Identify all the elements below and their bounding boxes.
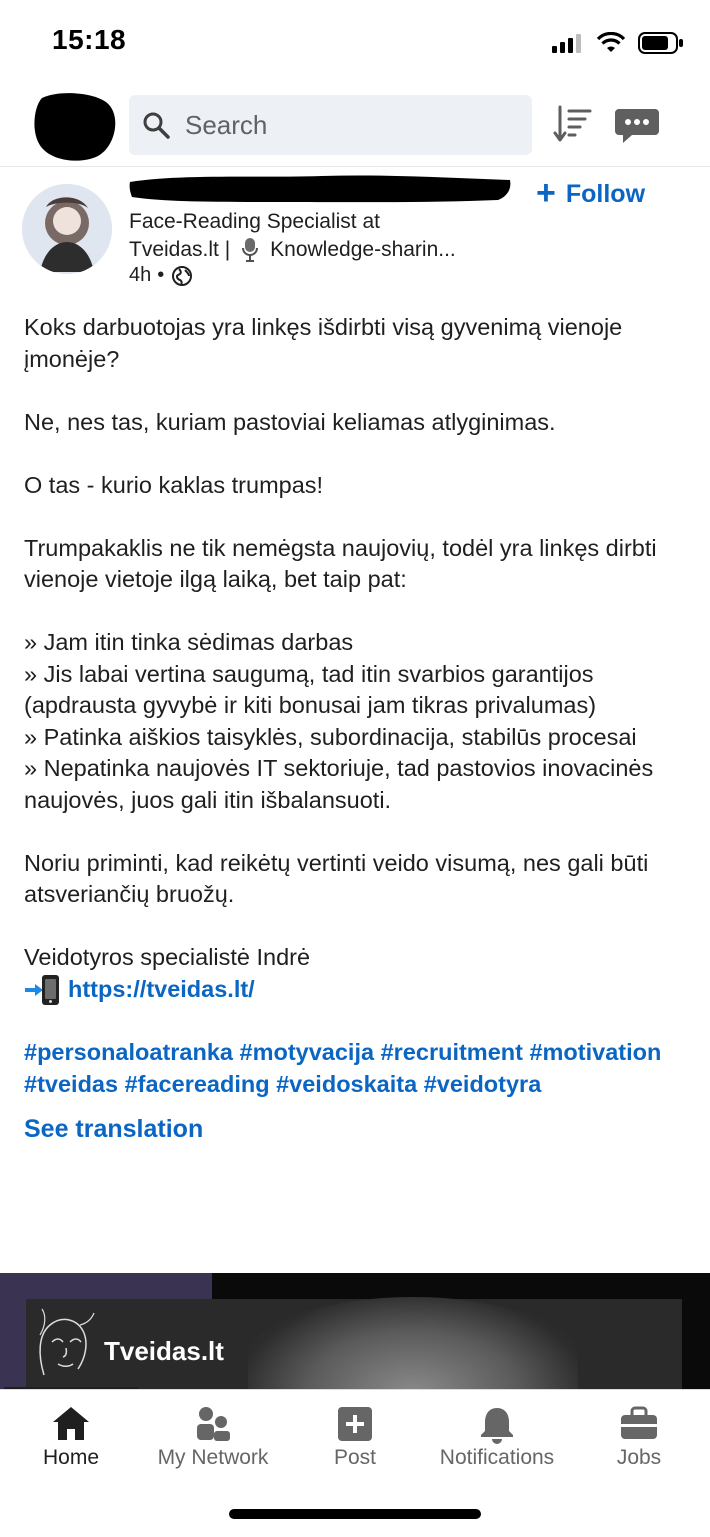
hashtags[interactable]: #personaloatranka #motyvacija #recruitment #motivation #tveidas #facereading #veidoskaita #veidotyra [24, 1039, 662, 1097]
author-photo [22, 184, 112, 274]
search-placeholder: Search [185, 109, 268, 140]
nav-home-label: Home [42, 1446, 100, 1469]
tveidas-logo-icon [28, 1305, 98, 1383]
nav-jobs[interactable] [568, 1390, 710, 1490]
status-bar [0, 0, 710, 86]
post-bullet: » Nepatinka naujovės IT sektoriuje, tad pastovios inovacinės naujovės, juos gali itin išbalansuoti. [24, 755, 654, 813]
mobile-phone-arrow-icon [24, 974, 60, 1006]
image-brand-text: Tveidas.lt [104, 1336, 224, 1366]
post-meta [129, 264, 192, 287]
post-image[interactable] [0, 1273, 710, 1389]
search-input[interactable] [129, 95, 532, 155]
post-time: 4h [129, 264, 152, 286]
nav-notifications-label: Notifications [439, 1446, 555, 1469]
post-paragraph: Noriu priminti, kad reikėtų vertinti veido visumą, nes gali būti atsveriančių bruožų. [24, 849, 649, 907]
post-body [24, 312, 688, 1146]
nav-my-network-label: My Network [157, 1446, 269, 1469]
messaging-icon[interactable] [614, 104, 660, 146]
post-paragraph: O tas - kurio kaklas trumpas! [24, 471, 324, 498]
link-row [24, 974, 688, 1006]
nav-jobs-label: Jobs [616, 1446, 662, 1469]
post-icon [333, 1404, 377, 1444]
search-icon [141, 110, 171, 140]
profile-avatar-redacted[interactable] [30, 90, 122, 162]
home-icon [49, 1404, 93, 1444]
post-paragraph: Trumpakaklis ne tik nemėgsta naujovių, todėl yra linkęs dirbti vienoje vietoje ilgą laiką, bet taip pat: [24, 534, 657, 592]
nav-home[interactable] [0, 1390, 142, 1490]
bell-icon [475, 1404, 519, 1444]
cellular-signal-icon [552, 33, 584, 53]
nav-post[interactable] [284, 1390, 426, 1490]
post-bullet: » Jis labai vertina saugumą, tad itin svarbios garantijos (apdrausta gyvybė ir kiti bonusai jam tikras privalumas) [24, 660, 597, 718]
post-bullet: » Jam itin tinka sėdimas darbas [24, 629, 354, 655]
post-link[interactable]: https://tveidas.lt/ [68, 975, 255, 1002]
meta-separator: • [157, 264, 165, 286]
author-name-redacted[interactable] [128, 172, 514, 206]
briefcase-icon [617, 1404, 661, 1444]
headline-line2-suffix: Knowledge-sharin... [270, 238, 456, 261]
author-headline [129, 208, 519, 264]
status-time: 15:18 [52, 24, 127, 55]
headline-line2-prefix: Tveidas.lt | [129, 238, 231, 261]
follow-button[interactable] [536, 173, 646, 212]
headline-line2 [129, 236, 519, 264]
nav-post-label: Post [333, 1446, 377, 1469]
post-paragraph: Ne, nes tas, kuriam pastoviai keliamas atlyginimas. [24, 408, 556, 435]
nav-notifications[interactable] [426, 1390, 568, 1490]
headline-line1: Face-Reading Specialist at [129, 210, 380, 233]
follow-label: Follow [565, 179, 646, 208]
post-header [0, 168, 710, 298]
globe-icon [172, 266, 192, 286]
sort-icon[interactable] [552, 105, 594, 145]
battery-icon [638, 31, 684, 55]
network-icon [191, 1404, 235, 1444]
post-signature: Veidotyros specialistė Indrė [24, 944, 311, 970]
home-indicator[interactable] [229, 1509, 481, 1519]
post-paragraph: Koks darbuotojas yra linkęs išdirbti visą gyvenimą vienoje įmonėje? [24, 314, 623, 372]
status-icons [552, 31, 684, 55]
wifi-icon [596, 32, 626, 54]
author-avatar[interactable] [22, 184, 112, 274]
see-translation-link[interactable]: See translation [24, 1115, 204, 1143]
plus-icon: + [536, 173, 556, 212]
nav-my-network[interactable] [142, 1390, 284, 1490]
top-header [0, 86, 710, 167]
microphone-icon [240, 237, 260, 263]
post-bullet: » Patinka aiškios taisyklės, subordinacija, stabilūs procesai [24, 723, 637, 750]
